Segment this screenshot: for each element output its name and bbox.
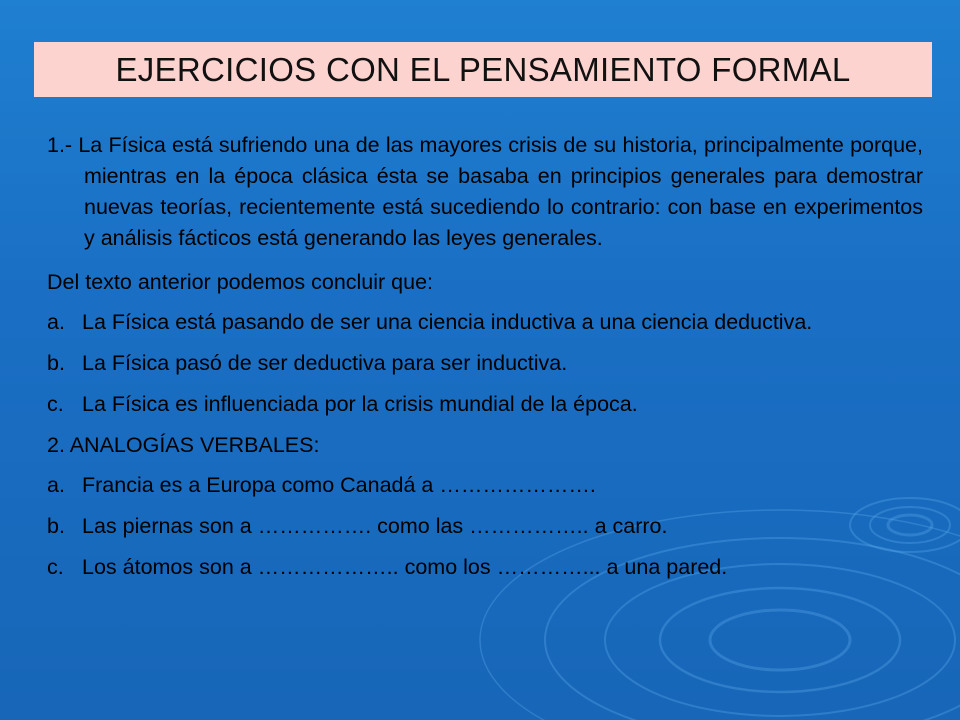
- analogy-letter: a.: [47, 473, 65, 497]
- analogy-text: Las piernas son a ……………. como las …………….. a carro.: [82, 514, 668, 538]
- option-b: [47, 348, 923, 379]
- analogy-text: Francia es a Europa como Canadá a ………………….: [82, 473, 596, 497]
- analogy-c: [47, 552, 923, 583]
- option-letter: b.: [47, 351, 65, 375]
- analogy-text: Los átomos son a ……………….. como los …………... a una pared.: [82, 555, 728, 579]
- option-text: La Física pasó de ser deductiva para ser inductiva.: [82, 351, 568, 375]
- option-c: [47, 389, 923, 420]
- question-1-text: 1.- La Física está sufriendo una de las mayores crisis de su historia, principalmente porque, mientras en la época clásica ésta se basaba en principios generales para demostrar nuevas teorías, recientemente está sucediendo lo contrario: con base en experimentos y análisis fácticos está generando las leyes generales.: [47, 133, 923, 250]
- analogy-b: [47, 511, 923, 542]
- question-1-prompt: Del texto anterior podemos concluir que:: [47, 270, 434, 294]
- option-letter: c.: [47, 392, 64, 416]
- title-banner: [34, 42, 932, 97]
- option-a: [47, 307, 923, 338]
- analogy-letter: b.: [47, 514, 65, 538]
- analogy-a: [47, 470, 923, 501]
- exercise-content: [47, 130, 923, 593]
- question-2-heading: 2. ANALOGÍAS VERBALES:: [47, 433, 320, 457]
- option-text: La Física está pasando de ser una ciencia inductiva a una ciencia deductiva.: [82, 310, 813, 334]
- option-text: La Física es influenciada por la crisis mundial de la época.: [82, 392, 638, 416]
- option-letter: a.: [47, 310, 65, 334]
- analogy-letter: c.: [47, 555, 64, 579]
- page-title: EJERCICIOS CON EL PENSAMIENTO FORMAL: [115, 50, 851, 88]
